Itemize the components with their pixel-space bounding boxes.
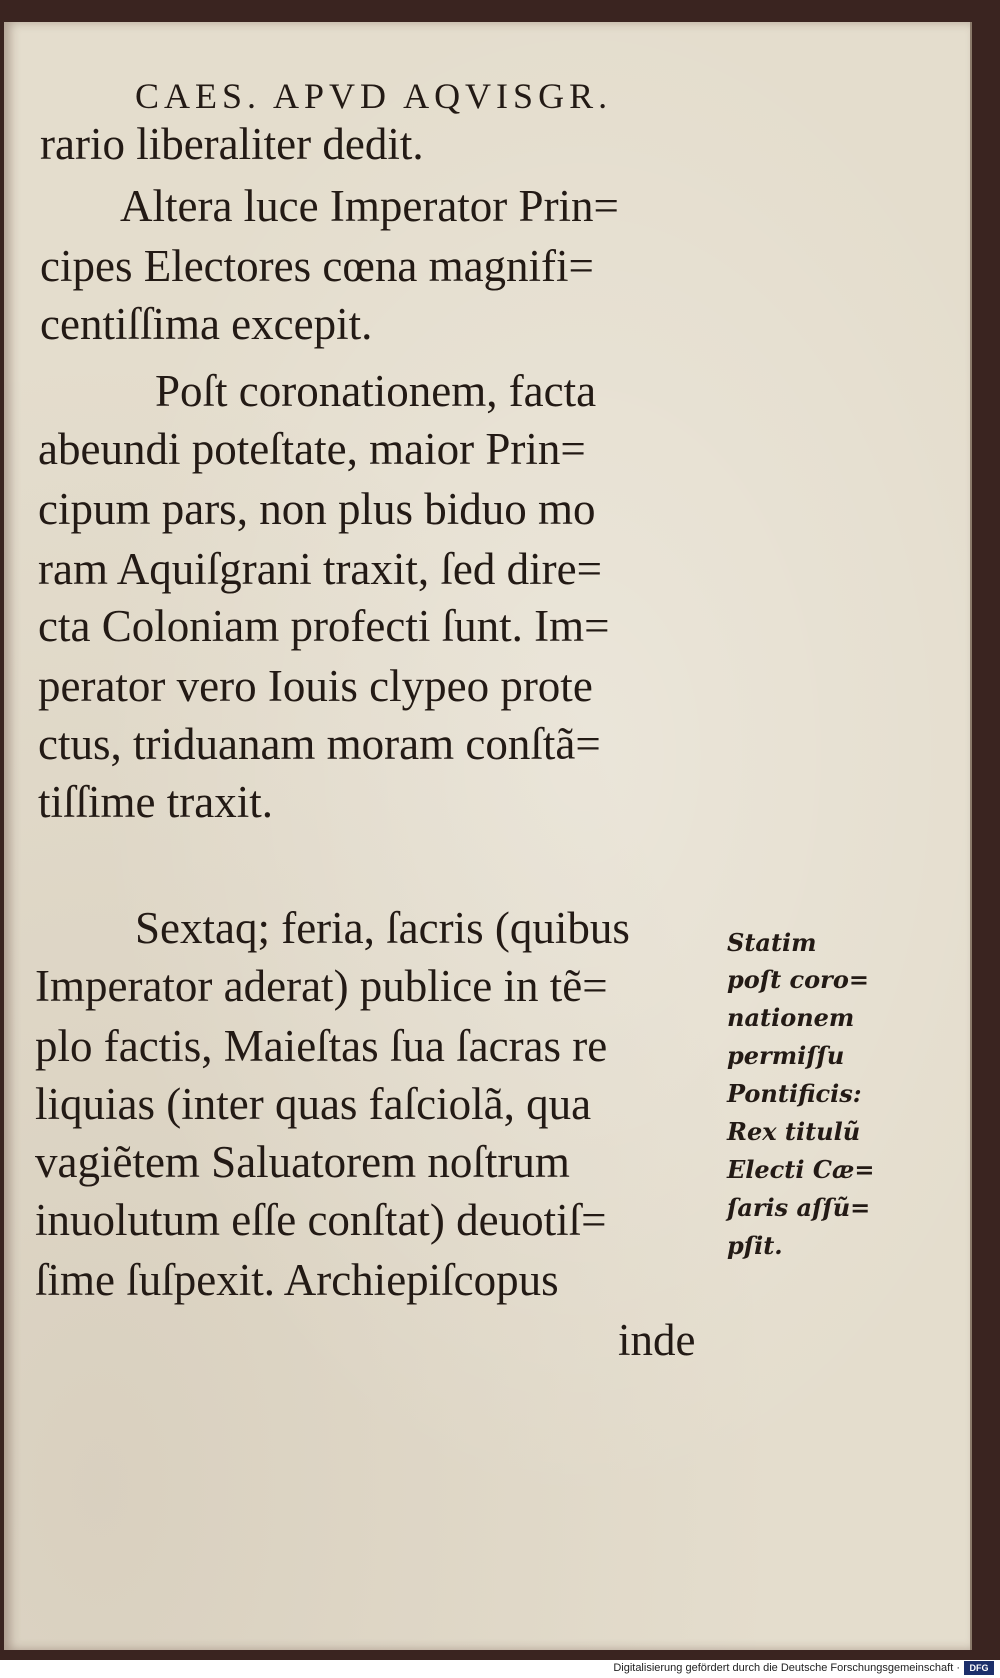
body-line: ram Aquiſgrani traxit, ſed dire= bbox=[38, 544, 602, 594]
body-line: ctus, triduanam moram conſtã= bbox=[38, 719, 601, 769]
margin-note-line: nationem bbox=[727, 1003, 855, 1032]
body-line: tiſſime traxit. bbox=[38, 777, 273, 827]
body-line: Altera luce Imperator Prin= bbox=[120, 181, 619, 231]
body-line: centiſſima excepit. bbox=[40, 299, 373, 349]
body-line: cta Coloniam profecti ſunt. Im= bbox=[38, 601, 610, 651]
body-line: inuolutum eſſe conſtat) deuotiſ= bbox=[35, 1195, 607, 1245]
margin-note-line: Electi Cæ= bbox=[727, 1155, 875, 1184]
body-line: ſime ſuſpexit. Archiepiſcopus bbox=[35, 1255, 559, 1305]
margin-note-line: Statim bbox=[727, 928, 817, 957]
margin-note-line: Pontificis: bbox=[727, 1079, 862, 1108]
margin-note-line: pſit. bbox=[727, 1231, 783, 1260]
body-line: abeundi poteſtate, maior Prin= bbox=[38, 424, 586, 474]
body-line: vagiẽtem Saluatorem noſtrum bbox=[35, 1137, 570, 1187]
body-line: liquias (inter quas faſciolã, qua bbox=[35, 1079, 592, 1129]
margin-note-line: Rex titulũ bbox=[727, 1117, 861, 1146]
body-line: cipes Electores cœna magnifi= bbox=[40, 241, 594, 291]
margin-note-line: poſt coro= bbox=[727, 965, 869, 994]
catchword: inde bbox=[618, 1315, 696, 1365]
body-line: Imperator aderat) publice in tẽ= bbox=[35, 961, 608, 1011]
running-header: CAES. APVD AQVISGR. bbox=[135, 76, 613, 116]
margin-note-line: ſaris aſſũ= bbox=[727, 1193, 871, 1222]
funding-credit: Digitalisierung gefördert durch die Deutsche Forschungsgemeinschaft · bbox=[613, 1662, 960, 1674]
margin-note-line: permiſſu bbox=[727, 1041, 845, 1070]
dfg-logo: DFG bbox=[964, 1661, 994, 1675]
body-line: Sextaq; feria, ſacris (quibus bbox=[135, 903, 630, 953]
body-line: plo factis, Maieſtas ſua ſacras re bbox=[35, 1021, 608, 1071]
body-line: Poſt coronationem, facta bbox=[155, 366, 597, 416]
body-line: rario liberaliter dedit. bbox=[40, 119, 424, 169]
body-line: perator vero Iouis clypeo prote bbox=[38, 661, 593, 711]
body-line: cipum pars, non plus biduo mo bbox=[38, 484, 596, 534]
